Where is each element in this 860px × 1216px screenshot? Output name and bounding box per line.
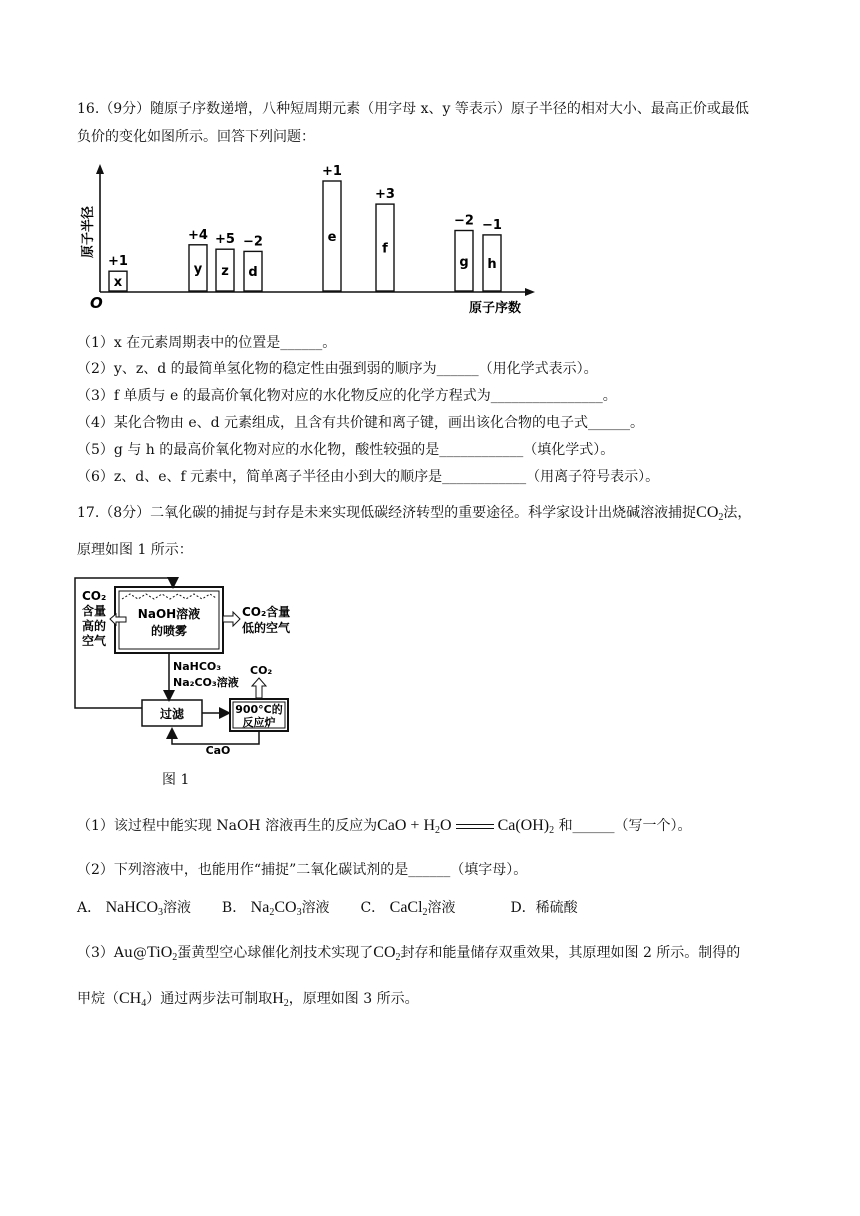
output-label-1: CO₂含量 [242,605,291,619]
valence-label-g: −2 [454,213,474,229]
furnace-label-2: 反应炉 [242,716,276,729]
option-a: A． NaHCO$_3$溶液 [77,899,192,918]
output-label-2: 低的空气 [242,621,291,635]
valence-label-x: +1 [108,254,128,270]
q17-sub3-line1: （3）Au@TiO$_2$蛋黄型空心球催化剂技术实现了$CO_2$封存和能量储存双重效果，其原理如图 2 所示。制得的 [77,944,741,963]
input-label-1: CO₂ [82,589,107,603]
furnace-label-1: 900°C的 [235,703,283,716]
solution-label-2: Na₂CO₃溶液 [173,676,239,689]
bar-label-z: z [221,264,229,280]
figure-1-diagram [70,574,330,754]
q16-sub2: （2）y、z、d 的最简单氢化物的稳定性由强到弱的顺序为______（用化学式表示）。 [77,361,598,377]
q17-sub3-line2: 甲烷$(CH_4)$通过两步法可制取$H_2$，原理如图 3 所示。 [77,990,419,1009]
valence-label-f: +3 [375,187,395,203]
bar-label-h: h [487,256,497,272]
q17-options [77,898,578,918]
q17-sub2: （2）下列溶液中，也能用作“捕捉”二氧化碳试剂的是______（填字母）。 [77,862,528,878]
co2-out-label: CO₂ [250,664,273,677]
q16-sub5: （5）g 与 h 的最高价氧化物对应的水化物，酸性较强的是____________（填化学式）。 [77,442,615,458]
filter-label: 过滤 [159,707,185,721]
valence-label-h: −1 [482,217,502,233]
y-axis-label: 原子半径 [81,205,96,259]
q17-sub1: （1）该过程中能实现 NaOH 溶液再生的反应为CaO + $H_2O$ $Ca(OH)_2$ 和______（写一个）。 [77,817,692,836]
valence-label-e: +1 [322,164,342,179]
return-line [172,730,259,744]
valence-label-z: +5 [215,232,235,248]
q16-sub6: （6）z、d、e、f 元素中，简单离子半径由小到大的顺序是____________（用离子符号表示）。 [77,469,660,485]
option-d: D．稀硫酸 [510,900,578,916]
bar-label-f: f [382,241,388,257]
input-label-3: 高的 [82,619,107,633]
spray-label-2: 的喷雾 [150,624,188,638]
q17-stem-line1: 17.（8分）二氧化碳的捕捉与封存是未来实现低碳经济转型的重要途径。科学家设计出烧碱溶液捕捉$CO_2$法， [77,504,752,523]
q16-sub1: （1）x 在元素周期表中的位置是______。 [77,335,337,351]
spray-label-1: NaOH溶液 [137,607,201,621]
bar-label-e: e [327,230,337,245]
x-axis-arrow [525,288,535,296]
bar-label-x: x [113,275,123,291]
q16-stem-line1: 16.（9分）随原子序数递增，八种短周期元素（用字母 x、y 等表示）原子半径的相对大小、最高正价或最低 [77,101,749,117]
solution-label-1: NaHCO₃ [173,660,222,673]
valence-label-y: +4 [188,227,208,243]
origin-label: O [90,294,103,312]
q17-stem-line2: 原理如图 1 所示： [77,542,193,558]
bar-label-y: y [193,261,203,277]
bar-label-g: g [459,254,469,270]
x-axis-label: 原子序数 [468,301,522,316]
input-label-4: 空气 [82,634,107,648]
y-axis-arrow [96,164,104,174]
option-c: C． CaCl$_2$溶液 [360,899,456,918]
figure-1-caption: 图 1 [162,772,190,788]
return-label: CaO [205,744,231,754]
q16-sub3: （3）f 单质与 e 的最高价氧化物对应的水化物反应的化学方程式为________________。 [77,388,617,404]
bar-label-d: d [248,265,258,281]
q16-stem-line2: 负价的变化如图所示。回答下列问题： [77,129,315,145]
input-label-2: 含量 [82,604,107,618]
valence-label-d: −2 [243,234,263,250]
q16-sub4: （4）某化合物由 e、d 元素组成，且含有共价键和离子键，画出该化合物的电子式______。 [77,415,645,431]
atomic-radius-chart [70,160,540,320]
option-b: B． $Na_2CO_3$溶液 [221,899,330,918]
